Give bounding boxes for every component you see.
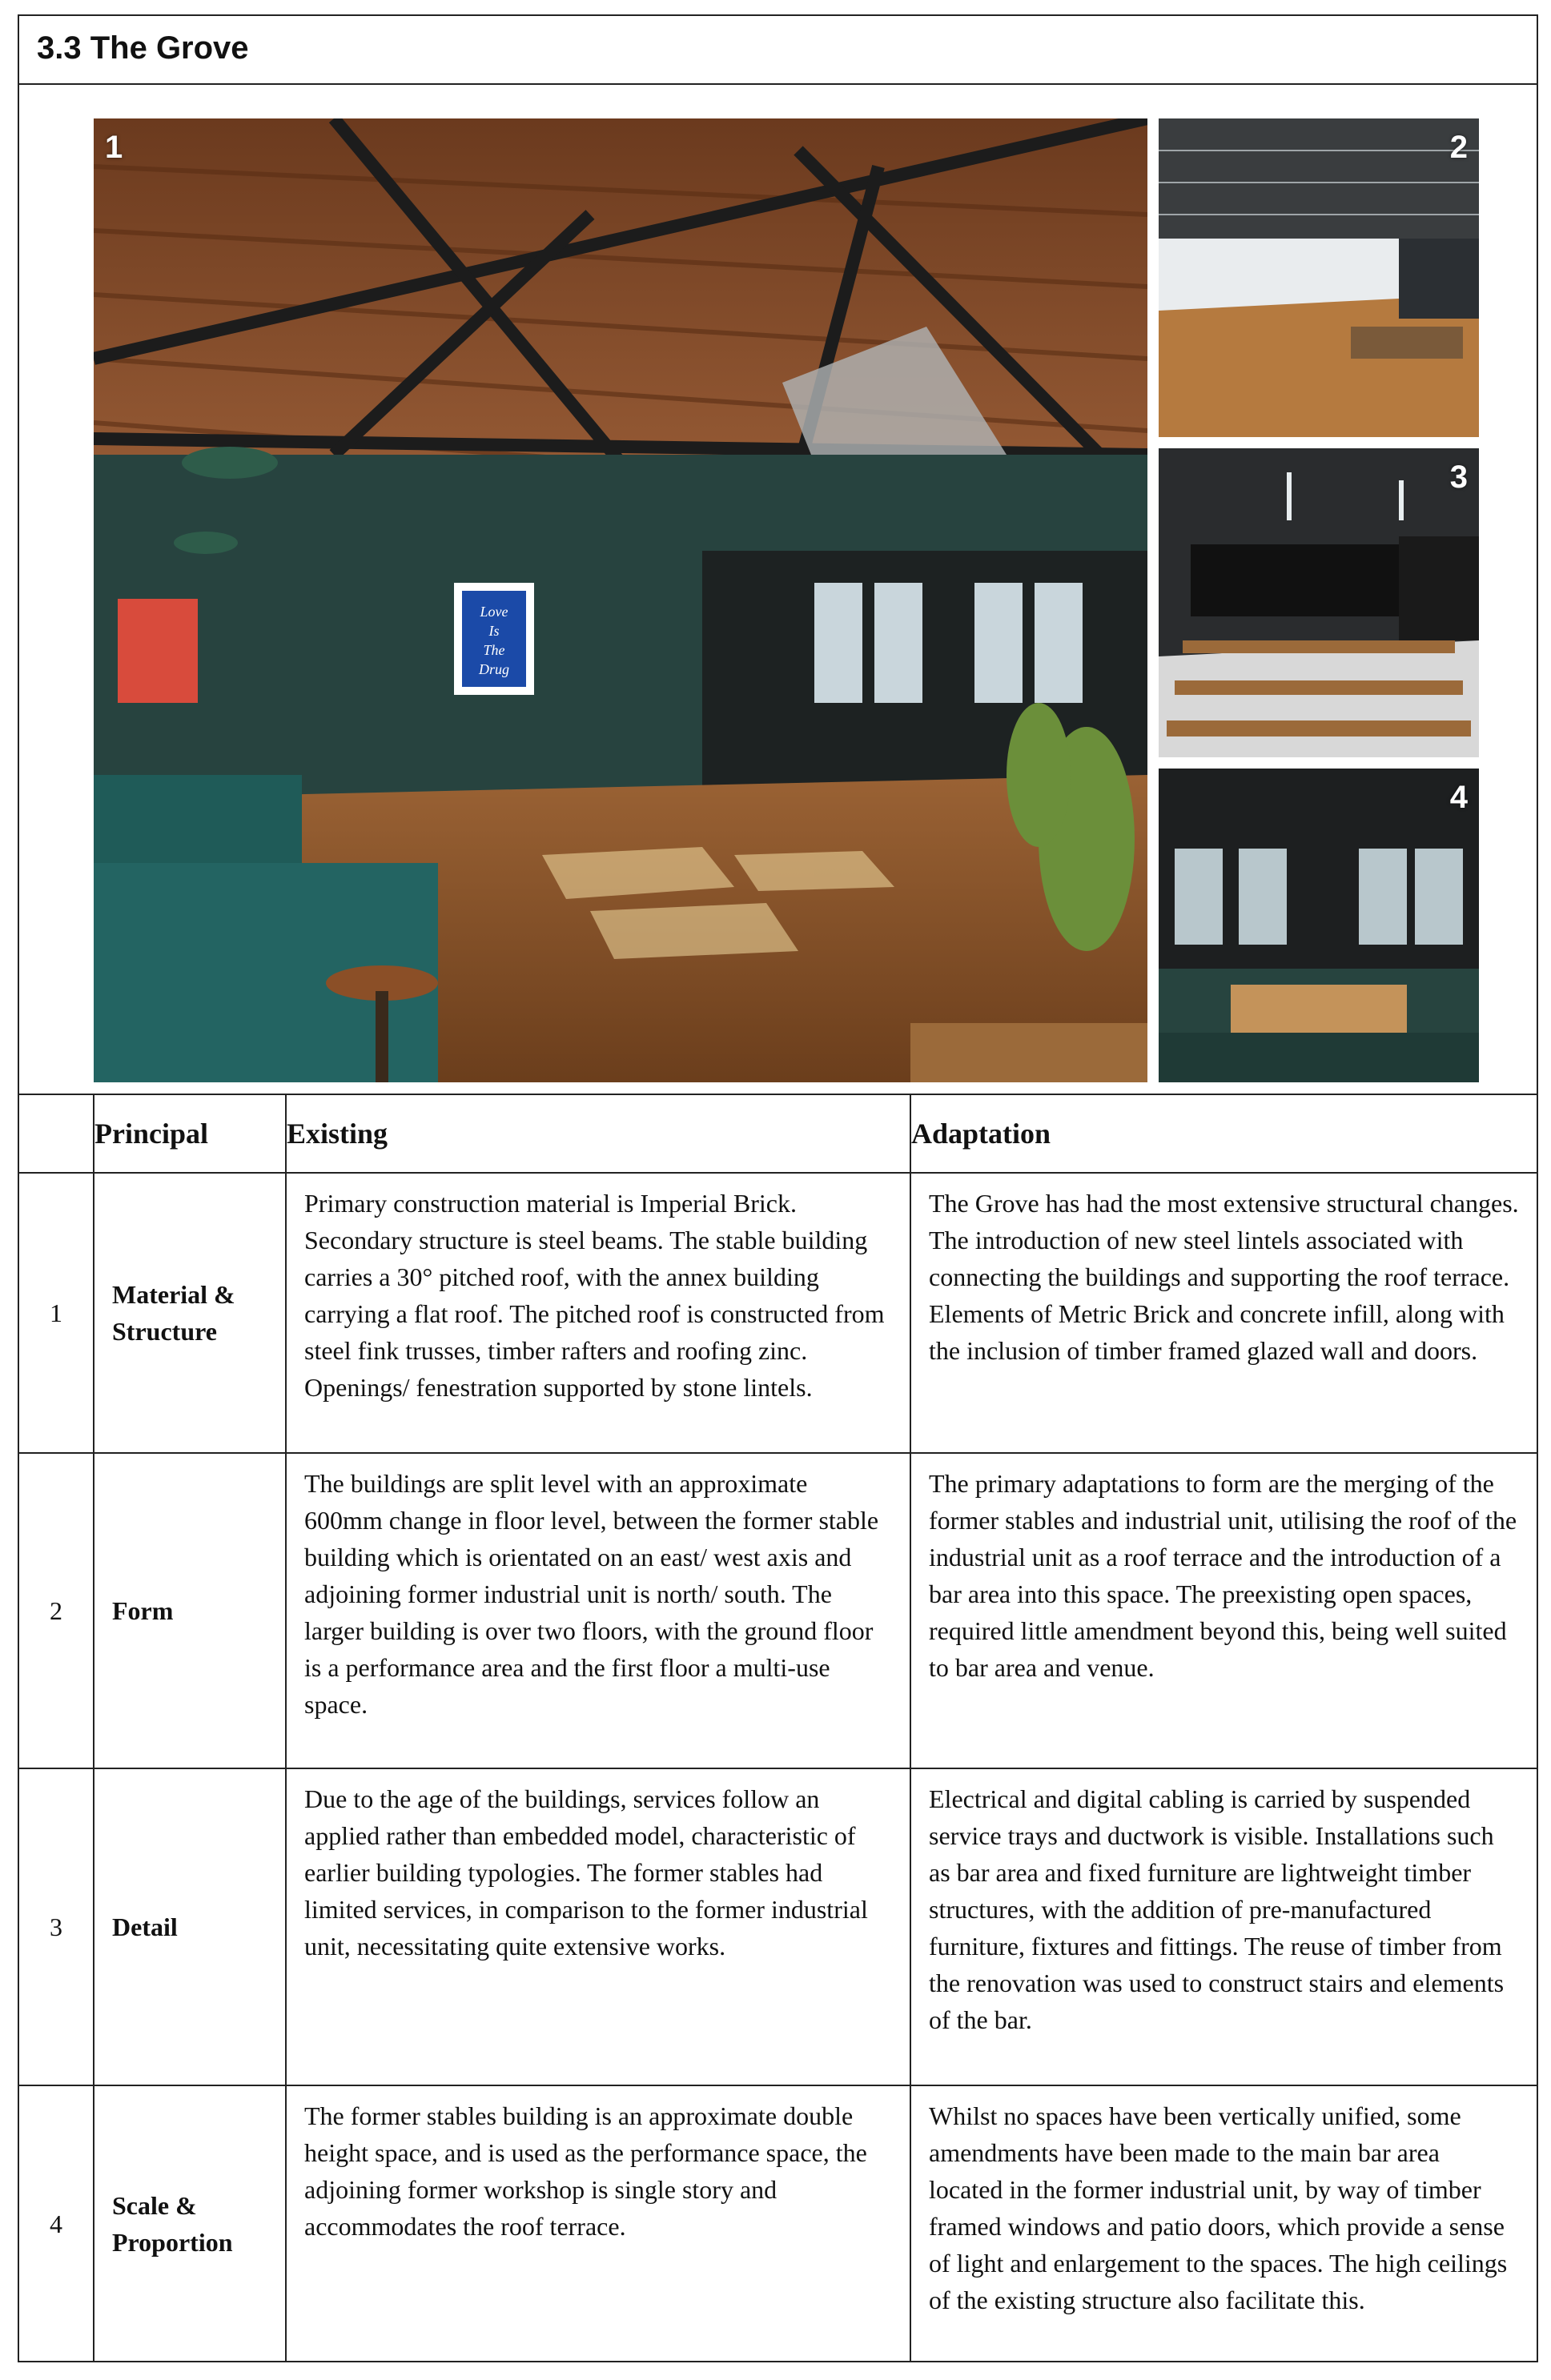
table-row [19,2085,1537,2362]
photo-2-bar-area [1159,118,1479,437]
row-existing: Primary construction material is Imperial Brick. Secondary structure is steel beams. The stable building carries a 30° pitched roof, with the annex building carrying a flat roof. The pitched roof is constructed from steel fink trusses, timber rafters and roofing zinc. Openings/ fenestration supported by stone lintels. [286,1173,910,1453]
row-index: 3 [19,1768,94,2085]
principles-table [19,1095,1537,2362]
header-principal: Principal [94,1095,286,1173]
table-row [19,1173,1537,1453]
header-existing: Existing [286,1095,910,1173]
row-index: 4 [19,2085,94,2362]
photo-label-4: 4 [1449,780,1468,815]
row-principal: Material & Structure [94,1173,286,1453]
row-adaptation: Electrical and digital cabling is carried by suspended service trays and ductwork is visible. Installations such as bar area and fixed furniture are lightweight timber structures, with the addition of pre-manufactured furniture, fixtures and fittings. The reuse of timber from the renovation was used to construct stairs and elements of the bar. [910,1768,1537,2085]
document-frame [18,14,1538,2362]
poster-line-2: Is [488,623,500,639]
row-principal: Detail [94,1768,286,2085]
title-bar [19,16,1537,85]
header-adaptation: Adaptation [910,1095,1537,1173]
roof-terrace-image [1159,448,1479,757]
row-existing: The buildings are split level with an approximate 600mm change in floor level, between the former stable building which is orientated on an east/ west axis and adjoining former industrial unit is north/ south. The larger building is over two floors, with the ground floor is a performance area and the first floor a multi-use space. [286,1453,910,1768]
poster-line-1: Love [480,604,508,620]
row-principal: Form [94,1453,286,1768]
row-index: 2 [19,1453,94,1768]
row-adaptation: The primary adaptations to form are the merging of the former stables and industrial unit, utilising the roof of the industrial unit as a roof terrace and the introduction of a bar area into this space. The preexisting open spaces, required little amendment beyond this, being well suited to bar area and venue. [910,1453,1537,1768]
table-row [19,1768,1537,2085]
row-index: 1 [19,1173,94,1453]
poster-line-3: The [483,642,505,658]
table-header-row [19,1095,1537,1173]
photo-label-2: 2 [1449,130,1468,165]
venue-interior-image [94,118,1147,1082]
photo-1-venue-interior [94,118,1147,1082]
header-index [19,1095,94,1173]
bar-area-image [1159,118,1479,437]
row-adaptation: The Grove has had the most extensive structural changes. The introduction of new steel lintels associated with connecting the buildings and supporting the roof terrace. Elements of Metric Brick and concrete infill, along with the inclusion of timber framed glazed wall and doors. [910,1173,1537,1453]
booth-seating-image [1159,769,1479,1082]
photo-label-1: 1 [105,130,123,165]
row-adaptation: Whilst no spaces have been vertically unified, some amendments have been made to the main bar area located in the former industrial unit, by way of timber framed windows and patio doors, which provide a sense of light and enlargement to the spaces. The high ceilings of the existing structure also facilitate this. [910,2085,1537,2362]
photo-label-3: 3 [1449,460,1468,495]
photo-4-booth-seating [1159,769,1479,1082]
row-principal: Scale & Proportion [94,2085,286,2362]
row-existing: Due to the age of the buildings, services follow an applied rather than embedded model, characteristic of earlier building typologies. The former stables had limited services, in comparison to the former industrial unit, necessitating quite extensive works. [286,1768,910,2085]
photo-collage [19,85,1537,1095]
table-row [19,1453,1537,1768]
photo-3-roof-terrace [1159,448,1479,757]
row-existing: The former stables building is an approximate double height space, and is used as the performance space, the adjoining former workshop is single story and accommodates the roof terrace. [286,2085,910,2362]
section-title: 3.3 The Grove [37,30,249,66]
poster-line-4: Drug [478,661,510,677]
